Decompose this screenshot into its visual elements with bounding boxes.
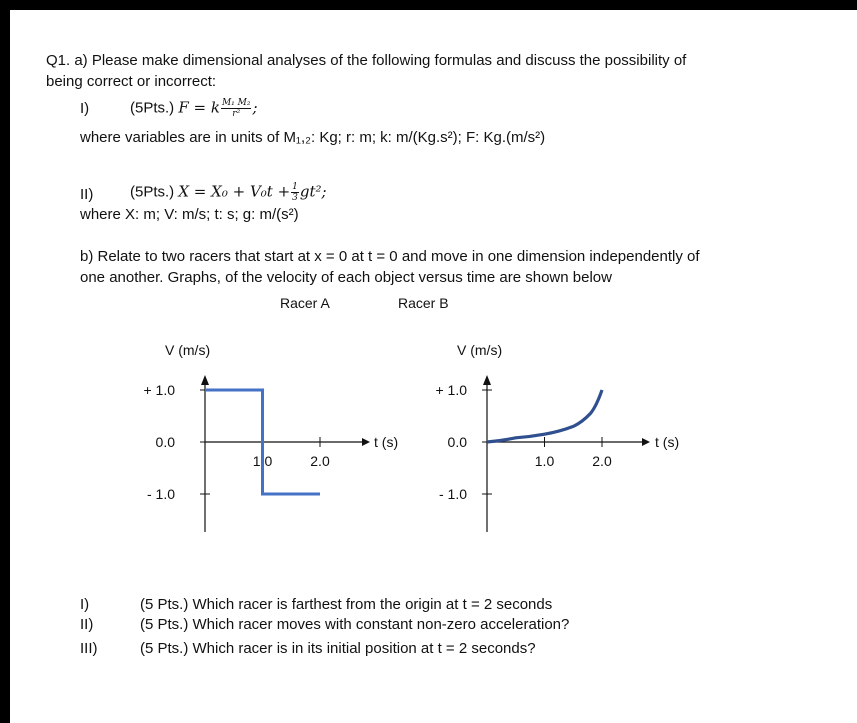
question-1-number: I) [80,596,90,613]
item-2-fraction-numerator: 1 [292,182,298,192]
chart-a-y-tick-label-1: 0.0 [155,434,175,450]
chart-a-y-axis-arrow [201,375,209,385]
chart-a-x-tick-label-0: 1.0 [252,453,273,469]
chart-a-x-axis-arrow [362,438,370,446]
item-2-points: (5Pts.) [130,183,175,201]
chart-a-x-axis-label: t (s) [374,434,399,450]
question-3-number: III) [80,640,98,657]
item-1-points: (5Pts.) [130,99,175,117]
chart-b-velocity-series-line [487,390,602,442]
question-line-1: Q1. a) Please make dimensional analyses of the following formulas and discuss the possibility of [46,52,687,69]
chart-b-x-tick-label-1: 2.0 [592,453,612,469]
item-1-number: I) [80,100,90,117]
chart-b-x-axis-label: t (s) [655,434,680,450]
chart-a-y-tick-label-0: + 1.0 [143,382,175,398]
question-line-2: being correct or incorrect: [46,73,217,90]
chart-a-x-tick-label-1: 2.0 [310,453,330,469]
chart-b-x-tick-label-0: 1.0 [534,453,555,469]
chart-b-y-tick-label-0: + 1.0 [435,382,467,398]
part-b-line-1: b) Relate to two racers that start at x = 0 at t = 0 and move in one dimension independently of [80,248,700,265]
item-1-units: where variables are in units of M₁,₂: Kg; r: m; k: m/(Kg.s²); F: Kg.(m/s²) [80,129,546,146]
racer-b-label: Racer B [398,295,449,311]
item-2-formula-a: X = X₀ + V₀t + [178,182,291,201]
chart-b-y-axis-arrow [483,375,491,385]
item-1-formula-lhs: F = k [178,98,220,117]
chart-b-y-tick-label-2: - 1.0 [438,486,467,502]
item-2-units: where X: m; V: m/s; t: s; g: m/(s²) [80,206,299,223]
chart-b-x-axis-arrow [642,438,650,446]
item-1-tail: ; [252,98,258,117]
item-2-formula-b: gt²; [299,182,327,201]
chart-a-y-axis-label: V (m/s) [165,342,211,358]
item-1-fraction-numerator: M₁ M₂ [221,98,251,108]
document-page [10,10,857,723]
racer-a-label: Racer A [280,295,330,311]
question-1-text: (5 Pts.) Which racer is farthest from the origin at t = 2 seconds [140,596,553,613]
chart-b-y-tick-label-1: 0.0 [447,434,467,450]
item-2-number: II) [80,186,94,203]
question-2-text: (5 Pts.) Which racer moves with constant non-zero acceleration? [140,616,570,633]
chart-a-y-tick-label-2: - 1.0 [146,486,175,502]
item-2-fraction-denominator: 3 [292,193,298,203]
part-b-line-2: one another. Graphs, of the velocity of each object versus time are shown below [80,269,612,286]
chart-b-y-axis-label: V (m/s) [457,342,503,358]
question-3-text: (5 Pts.) Which racer is in its initial position at t = 2 seconds? [140,640,536,657]
item-1-fraction-denominator: r² [232,109,241,119]
question-2-number: II) [80,616,94,633]
